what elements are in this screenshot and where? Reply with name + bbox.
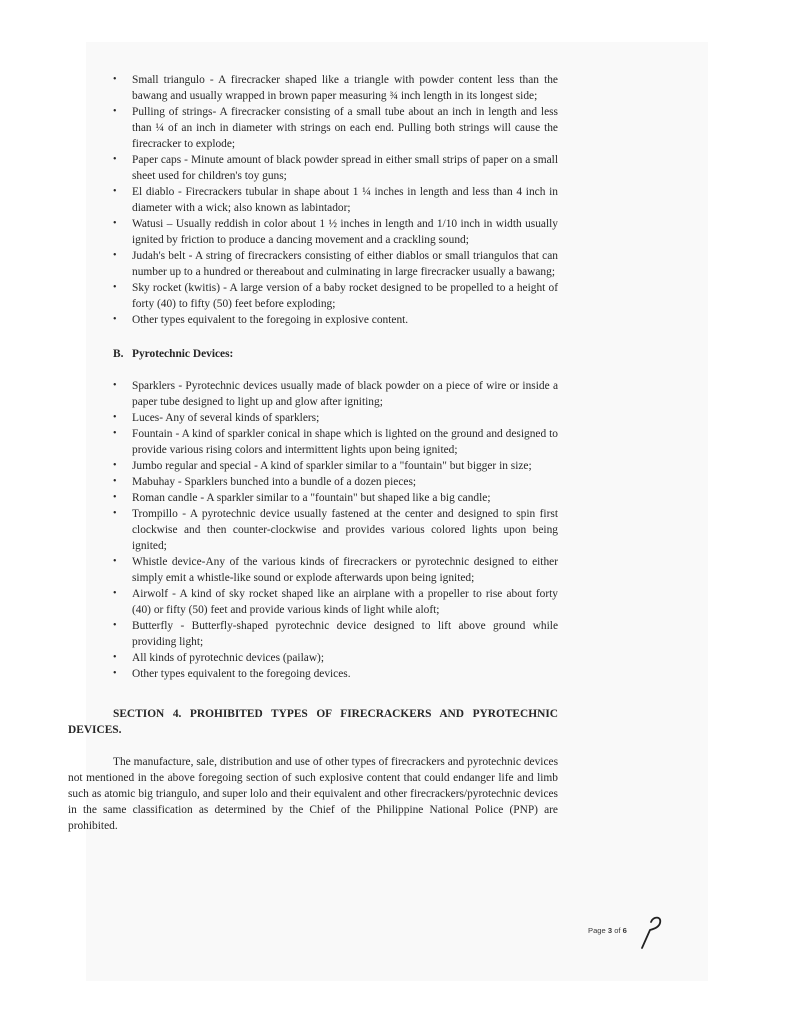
- bullet-icon: •: [113, 218, 117, 229]
- list-item-text: Paper caps - Minute amount of black powder spread in either small strips of paper on a small sheet used for children's toy guns;: [132, 154, 558, 182]
- list-item: [113, 72, 558, 104]
- list-item-text: Small triangulo - A firecracker shaped like a triangle with powder content less than the bawang and usually wrapped in brown paper measuring ¾ inch length in its longest side;: [132, 74, 558, 102]
- subsection-b-heading: [113, 346, 558, 362]
- page-total: 6: [622, 926, 627, 935]
- bullet-icon: •: [113, 106, 117, 117]
- bullet-icon: •: [113, 380, 117, 391]
- list-item: [113, 650, 558, 666]
- list-item-text: Butterfly - Butterfly-shaped pyrotechnic device designed to lift above ground while providing light;: [132, 620, 558, 648]
- page-of: of: [612, 926, 623, 935]
- bullet-icon: •: [113, 412, 117, 423]
- bullet-icon: •: [113, 508, 117, 519]
- list-item-text: Watusi – Usually reddish in color about 1 ½ inches in length and 1/10 inch in width usually ignited by friction to produce a dancing movement and a crackling sound;: [132, 218, 558, 246]
- list-item: [113, 216, 558, 248]
- list-item: [113, 666, 558, 682]
- list-item: [113, 426, 558, 458]
- bullet-icon: •: [113, 460, 117, 471]
- list-item: [113, 378, 558, 410]
- list-item-text: Other types equivalent to the foregoing in explosive content.: [132, 314, 409, 326]
- list-item-text: Whistle device-Any of the various kinds of firecrackers or pyrotechnic designed to either simply emit a whistle-like sound or explode afterwards upon being ignited;: [132, 556, 558, 584]
- page-prefix: Page: [588, 926, 608, 935]
- list-item-text: Fountain - A kind of sparkler conical in shape which is lighted on the ground and designed to provide various rising colors and intermittent lights upon being ignited;: [132, 428, 558, 456]
- list-item: [113, 458, 558, 474]
- signature-initial-icon: [635, 914, 665, 950]
- bullet-icon: •: [113, 652, 117, 663]
- bullet-icon: •: [113, 282, 117, 293]
- list-item-text: Judah's belt - A string of firecrackers consisting of either diablos or small triangulos that can number up to a hundred or thereabout and culminating in large firecracker usually a bawang;: [132, 250, 558, 278]
- bullet-icon: •: [113, 668, 117, 679]
- list-item-text: Other types equivalent to the foregoing devices.: [132, 668, 351, 680]
- list-item: [113, 586, 558, 618]
- bullet-icon: •: [113, 620, 117, 631]
- bullet-icon: •: [113, 588, 117, 599]
- list-item: [113, 554, 558, 586]
- list-item-text: Sparklers - Pyrotechnic devices usually made of black powder on a piece of wire or inside a paper tube designed to light up and glow after igniting;: [132, 380, 558, 408]
- list-item: [113, 490, 558, 506]
- subsection-title: Pyrotechnic Devices:: [132, 348, 234, 360]
- section-4-heading: SECTION 4. PROHIBITED TYPES OF FIRECRACKERS AND PYROTECHNIC DEVICES.: [68, 708, 558, 736]
- bullet-icon: •: [113, 154, 117, 165]
- list-item-text: Roman candle - A sparkler similar to a "fountain" but shaped like a big candle;: [132, 492, 491, 504]
- bullet-icon: •: [113, 556, 117, 567]
- list-item: [113, 312, 558, 328]
- list-item: [113, 104, 558, 152]
- page-number: [588, 926, 627, 935]
- bullet-icon: •: [113, 428, 117, 439]
- section-4-body: The manufacture, sale, distribution and use of other types of firecrackers and pyrotechnic devices not mentioned in the above foregoing section of such explosive content that could endanger life and limb such as atomic big triangulo, and super lolo and their equivalent and other firecrackers/pyrotechnic devices in the same classification as determined by the Chief of the Philippine National Police (PNP) are prohibited.: [68, 756, 558, 832]
- bullet-icon: •: [113, 314, 117, 325]
- list-item: [113, 618, 558, 650]
- list-item-text: All kinds of pyrotechnic devices (pailaw);: [132, 652, 325, 664]
- list-item-text: Jumbo regular and special - A kind of sparkler similar to a "fountain" but bigger in size;: [132, 460, 532, 472]
- list-item-text: Luces- Any of several kinds of sparklers;: [132, 412, 320, 424]
- list-item: [113, 184, 558, 216]
- bullet-icon: •: [113, 250, 117, 261]
- pyrotechnic-devices-list: [113, 378, 558, 682]
- list-item-text: Mabuhay - Sparklers bunched into a bundle of a dozen pieces;: [132, 476, 417, 488]
- list-item: [113, 506, 558, 554]
- list-item-text: Trompillo - A pyrotechnic device usually fastened at the center and designed to spin first clockwise and then counter-clockwise and provides various colored lights upon being ignited;: [132, 508, 558, 552]
- list-item: [113, 152, 558, 184]
- list-item-text: Airwolf - A kind of sky rocket shaped like an airplane with a propeller to rise about forty (40) or fifty (50) feet and provide various kinds of light while aloft;: [132, 588, 558, 616]
- list-item: [113, 280, 558, 312]
- bullet-icon: •: [113, 186, 117, 197]
- list-item-text: Sky rocket (kwitis) - A large version of a baby rocket designed to be propelled to a height of forty (40) to fifty (50) feet before exploding;: [132, 282, 558, 310]
- list-item: [113, 248, 558, 280]
- list-item-text: Pulling of strings- A firecracker consisting of a small tube about an inch in length and less than ¼ of an inch in diameter with strings on each end. Pulling both strings will cause the firecracker to explode;: [132, 106, 558, 150]
- bullet-icon: •: [113, 476, 117, 487]
- firecrackers-list: [113, 72, 558, 328]
- bullet-icon: •: [113, 74, 117, 85]
- list-item-text: El diablo - Firecrackers tubular in shape about 1 ¼ inches in length and less than 4 inch in diameter with a wick; also known as labintador;: [132, 186, 558, 214]
- bullet-icon: •: [113, 492, 117, 503]
- document-content: [68, 72, 558, 834]
- subsection-letter: B.: [113, 348, 124, 360]
- list-item: [113, 410, 558, 426]
- page-current: 3: [607, 926, 613, 935]
- list-item: [113, 474, 558, 490]
